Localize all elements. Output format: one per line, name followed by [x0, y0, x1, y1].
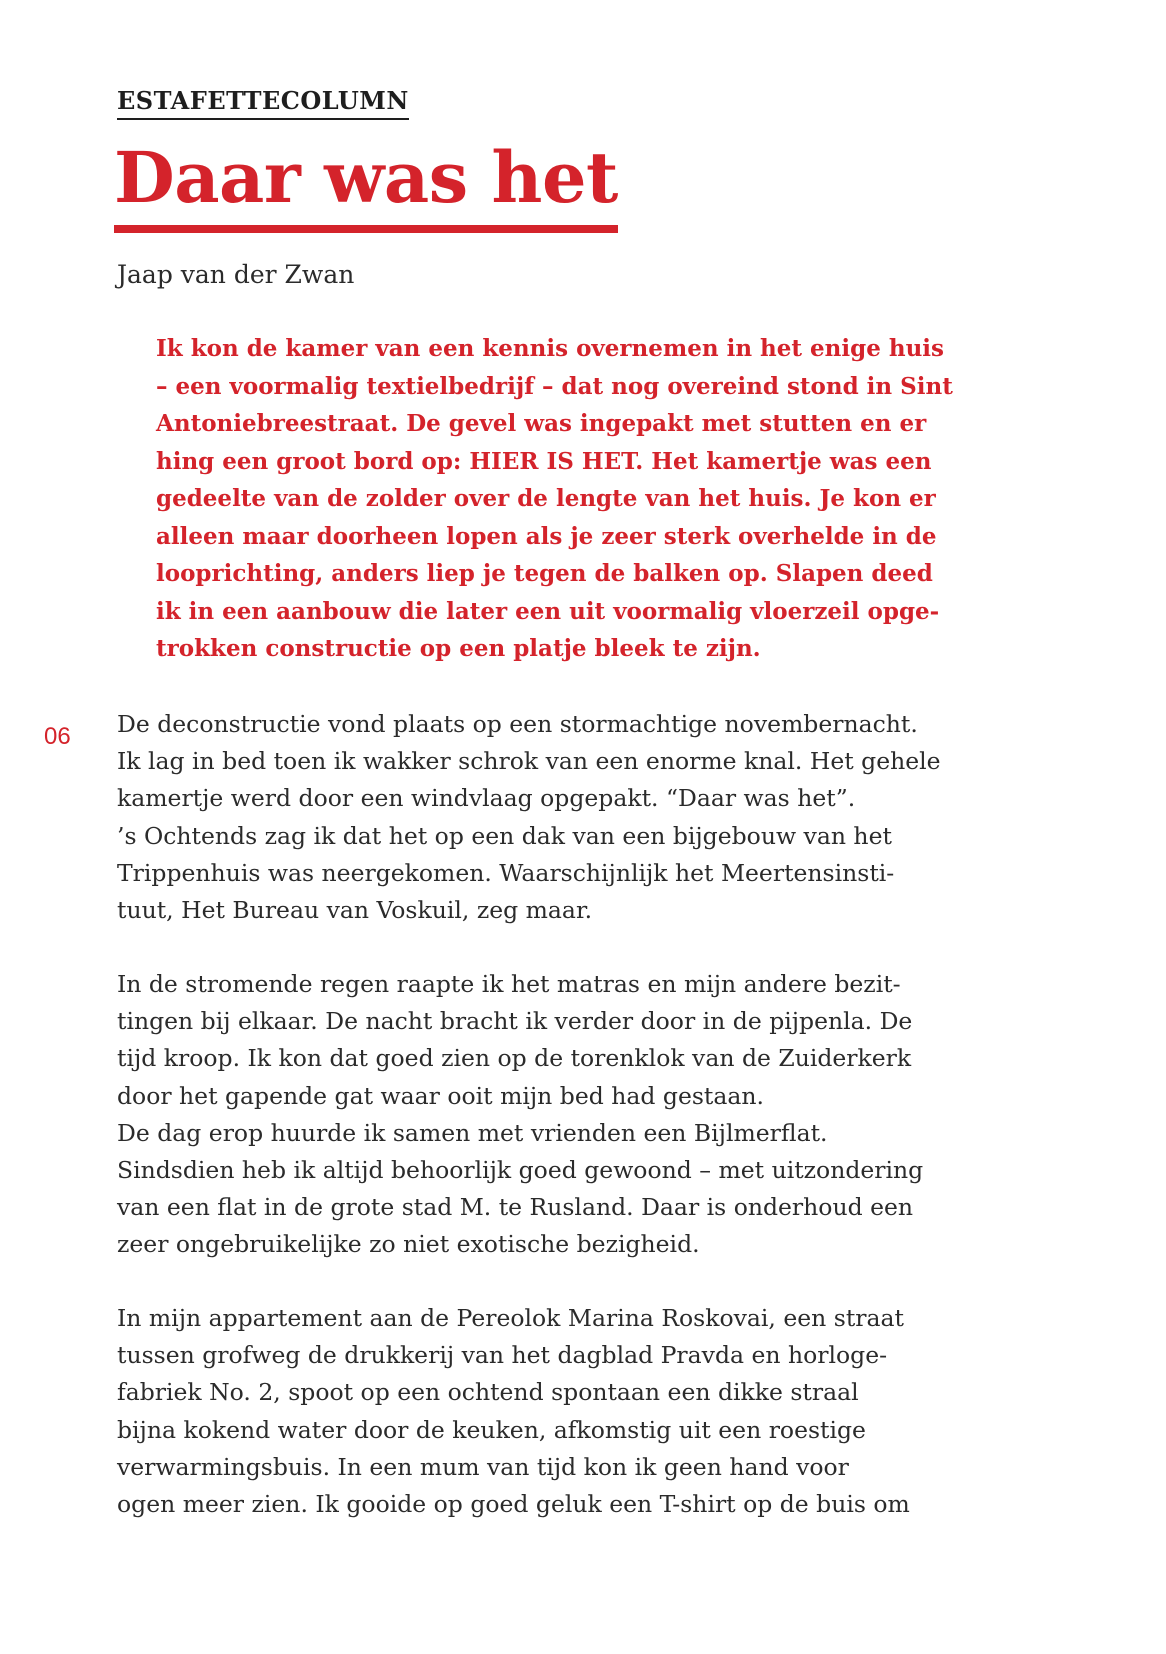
body-line: In mijn appartement aan de Pereolok Marina Roskovai, een straat: [117, 1304, 904, 1332]
body-line: ogen meer zien. Ik gooide op goed geluk een T-shirt op de buis om: [117, 1490, 910, 1519]
lead-line: Ik kon de kamer van een kennis overnemen in het enige huis: [156, 335, 944, 362]
lead-line: looprichting, anders liep je tegen de balken op. Slapen deed: [156, 560, 933, 587]
page-number: 06: [44, 723, 71, 750]
body-line: kamertje werd door een windvlaag opgepakt. “Daar was het”.: [117, 784, 856, 813]
body-line: bijna kokend water door de keuken, afkomstig uit een roestige: [117, 1415, 866, 1444]
lead-paragraph: [156, 330, 1006, 668]
lead-line: hing een groot bord op: HIER IS HET. Het kamertje was een: [156, 447, 932, 475]
body-line: Ik lag in bed toen ik wakker schrok van een enorme knal. Het gehele: [117, 747, 941, 776]
lead-line: gedeelte van de zolder over de lengte van het huis. Je kon er: [156, 485, 936, 512]
article-title: Daar was het: [114, 136, 618, 233]
body-line: tingen bij elkaar. De nacht bracht ik verder door in de pijpenla. De: [117, 1007, 913, 1036]
section-label: ESTAFETTECOLUMN: [117, 86, 409, 120]
body-line: Trippenhuis was neergekomen. Waarschijnlijk het Meertensinsti-: [117, 858, 895, 887]
body-line: van een flat in de grote stad M. te Rusland. Daar is onderhoud een: [117, 1193, 914, 1222]
body-line: De dag erop huurde ik samen met vrienden een Bijlmerflat.: [117, 1118, 828, 1147]
body-line: tussen grofweg de drukkerij van het dagblad Pravda en horloge-: [117, 1341, 888, 1370]
body-line: zeer ongebruikelijke zo niet exotische bezigheid.: [117, 1230, 700, 1259]
author-byline: Jaap van der Zwan: [117, 260, 355, 289]
body-line: De deconstructie vond plaats op een stormachtige novembernacht.: [117, 710, 918, 738]
body-line: In de stromende regen raapte ik het matras en mijn andere bezit-: [117, 970, 901, 998]
body-line: tuut, Het Bureau van Voskuil, zeg maar.: [117, 896, 593, 925]
body-line: verwarmingsbuis. In een mum van tijd kon ik geen hand voor: [117, 1452, 849, 1481]
body-line: door het gapende gat waar ooit mijn bed had gestaan.: [117, 1081, 764, 1110]
body-paragraph-2: [117, 966, 1017, 1264]
body-line: ’s Ochtends zag ik dat het op een dak van een bijgebouw van het: [117, 821, 892, 850]
lead-line: – een voormalig textielbedrijf – dat nog overeind stond in Sint: [156, 372, 953, 400]
lead-line: alleen maar doorheen lopen als je zeer sterk overhelde in de: [156, 522, 937, 550]
lead-line: Antoniebreestraat. De gevel was ingepakt met stutten en er: [156, 410, 927, 437]
body-paragraph-3: [117, 1300, 1017, 1523]
body-paragraph-1: [117, 706, 1017, 929]
body-line: tijd kroop. Ik kon dat goed zien op de torenklok van de Zuiderkerk: [117, 1044, 912, 1073]
lead-line: ik in een aanbouw die later een uit voormalig vloerzeil opge-: [156, 597, 940, 625]
body-line: fabriek No. 2, spoot op een ochtend spontaan een dikke straal: [117, 1378, 859, 1407]
body-line: Sindsdien heb ik altijd behoorlijk goed gewoond – met uitzondering: [117, 1156, 924, 1185]
lead-line: trokken constructie op een platje bleek te zijn.: [156, 635, 761, 662]
